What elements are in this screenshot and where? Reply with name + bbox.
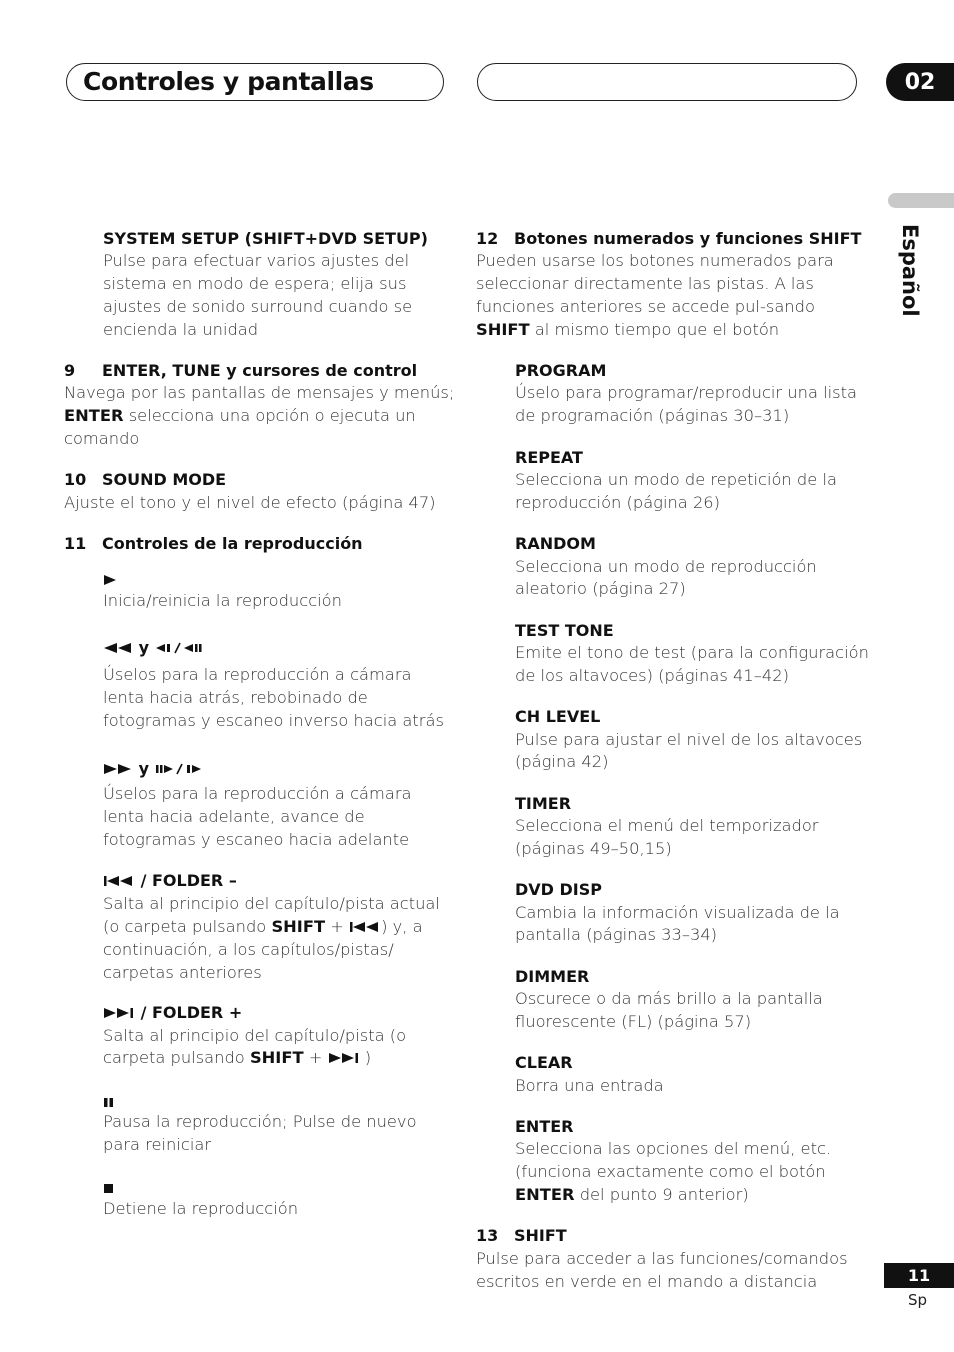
text-line: de programación (páginas 30–31) — [515, 406, 790, 425]
text-line: Salta al principio del capítulo/pista actual — [103, 894, 440, 913]
skip-next-icon — [328, 1052, 360, 1064]
rewind-symbols — [103, 638, 205, 657]
text-line: Pulse para acceder a las funciones/comandos — [476, 1249, 848, 1268]
heading-text: / FOLDER – — [140, 871, 237, 890]
heading-enter: ENTER — [515, 1117, 574, 1136]
heading-item-13 — [476, 1226, 567, 1245]
text-line: continuación, a los capítulos/pistas/ — [103, 940, 394, 959]
text-line: Selecciona las opciones del menú, etc. — [515, 1139, 832, 1158]
skip-previous-icon — [103, 875, 135, 887]
rewind-icon — [103, 642, 133, 654]
text-line: Selecciona un modo de reproducción — [515, 557, 817, 576]
language-label: Español — [898, 224, 922, 317]
heading-text: / FOLDER + — [140, 1003, 243, 1022]
item-number: 9 — [64, 361, 76, 380]
heading-text: Controles de la reproducción — [102, 534, 363, 553]
heading-test-tone: TEST TONE — [515, 621, 614, 640]
text-line: pantalla (páginas 33–34) — [515, 925, 718, 944]
text-segment: ) — [359, 1048, 372, 1067]
text-line: reproducción (página 26) — [515, 493, 721, 512]
text-line: Selecciona el menú del temporizador — [515, 816, 819, 835]
item-number: 11 — [64, 534, 87, 553]
text-line: Detiene la reproducción — [103, 1199, 299, 1218]
text-line: (funciona exactamente como el botón — [515, 1162, 826, 1181]
heading-text: SHIFT — [514, 1226, 567, 1245]
item-number: 12 — [476, 229, 499, 248]
heading-program: PROGRAM — [515, 361, 607, 380]
text-line — [64, 406, 416, 425]
text-line: Cambia la información visualizada de la — [515, 903, 840, 922]
text-line: fluorescente (FL) (página 57) — [515, 1012, 752, 1031]
text-segment: del punto 9 anterior) — [574, 1185, 749, 1204]
text-line — [515, 1185, 749, 1204]
text-line: Oscurece o da más brillo a la pantalla — [515, 989, 823, 1008]
slow-forward-step-icon — [155, 763, 211, 775]
bold-term: SHIFT — [271, 917, 326, 936]
heading-random: RANDOM — [515, 534, 596, 553]
bold-term: ENTER — [515, 1185, 575, 1204]
play-symbol — [103, 570, 117, 589]
heading-dvd-disp: DVD DISP — [515, 880, 602, 899]
text-segment: carpeta pulsando — [103, 1048, 250, 1067]
text-line: Pulse para efectuar varios ajustes del — [103, 251, 410, 270]
text-line: Navega por las pantallas de mensajes y menús; — [64, 383, 455, 402]
skip-previous-icon — [349, 921, 381, 933]
item-number: 10 — [64, 470, 87, 489]
heading-text: Botones numerados y funciones SHIFT — [514, 229, 862, 248]
stop-symbol — [103, 1178, 115, 1197]
bold-term: SHIFT — [476, 320, 530, 339]
heading-clear: CLEAR — [515, 1053, 573, 1072]
skip-next-icon — [103, 1007, 135, 1019]
empty-header-box — [477, 63, 857, 101]
bold-term: ENTER — [64, 406, 124, 425]
text-line: aleatorio (página 27) — [515, 579, 686, 598]
heading-item-9 — [64, 361, 417, 380]
heading-dimmer: DIMMER — [515, 967, 590, 986]
fast-forward-icon — [103, 763, 133, 775]
text-line — [103, 1048, 371, 1067]
heading-item-12 — [476, 229, 861, 248]
text-line: seleccionar directamente las pistas. A las — [476, 274, 814, 293]
text-line: para reiniciar — [103, 1135, 212, 1154]
language-tab-bar — [888, 193, 954, 208]
page-language-code: Sp — [908, 1291, 928, 1309]
text-line: Borra una entrada — [515, 1076, 664, 1095]
connector-text: y — [138, 759, 150, 778]
text-line: escritos en verde en el mando a distancia — [476, 1272, 818, 1291]
text-segment: ) y, a — [381, 917, 423, 936]
connector-text: y — [138, 638, 150, 657]
page-number: 11 — [884, 1263, 954, 1288]
play-icon — [103, 574, 117, 586]
text-line: fotogramas y escaneo hacia adelante — [103, 830, 410, 849]
heading-system-setup: SYSTEM SETUP (SHIFT+DVD SETUP) — [103, 229, 428, 248]
text-line: Ajuste el tono y el nivel de efecto (página 47) — [64, 493, 436, 512]
title-box — [66, 63, 444, 101]
text-line: Úselos para la reproducción a cámara — [103, 665, 412, 684]
text-line: Pausa la reproducción; Pulse de nuevo — [103, 1112, 417, 1131]
text-line — [103, 917, 423, 936]
heading-timer: TIMER — [515, 794, 572, 813]
heading-text: SOUND MODE — [102, 470, 227, 489]
text-line: lenta hacia adelante, avance de — [103, 807, 365, 826]
text-segment: + — [303, 1048, 328, 1067]
heading-ch-level: CH LEVEL — [515, 707, 601, 726]
text-line — [476, 320, 779, 339]
text-line: Emite el tono de test (para la configuración — [515, 643, 869, 662]
bold-term: SHIFT — [249, 1048, 304, 1067]
text-line: de los altavoces) (páginas 41–42) — [515, 666, 789, 685]
text-line: fotogramas y escaneo inverso hacia atrás — [103, 711, 444, 730]
text-line: Úselos para la reproducción a cámara — [103, 784, 412, 803]
text-segment: + — [325, 917, 350, 936]
heading-text: ENTER, TUNE y cursores de control — [102, 361, 418, 380]
pause-symbol — [103, 1092, 115, 1111]
stop-icon — [103, 1182, 115, 1194]
chapter-badge: 02 — [886, 63, 954, 101]
text-line: ajustes de sonido surround cuando se — [103, 297, 413, 316]
text-segment: selecciona una opción o ejecuta un — [123, 406, 416, 425]
text-line: (página 42) — [515, 752, 609, 771]
text-line: funciones anteriores se accede pul-sando — [476, 297, 815, 316]
pause-icon — [103, 1096, 115, 1108]
heading-repeat: REPEAT — [515, 448, 583, 467]
text-line: Pulse para ajustar el nivel de los altavoces — [515, 730, 863, 749]
forward-symbols — [103, 759, 211, 778]
text-line: sistema en modo de espera; elija sus — [103, 274, 407, 293]
text-segment: (o carpeta pulsando — [103, 917, 272, 936]
text-line: comando — [64, 429, 140, 448]
text-line: lenta hacia atrás, rebobinado de — [103, 688, 368, 707]
text-line: Pueden usarse los botones numerados para — [476, 251, 834, 270]
text-segment: al mismo tiempo que el botón — [529, 320, 780, 339]
text-line: carpetas anteriores — [103, 963, 262, 982]
text-line: (páginas 49–50,15) — [515, 839, 672, 858]
heading-item-11 — [64, 534, 363, 553]
text-line: Inicia/reinicia la reproducción — [103, 591, 342, 610]
text-line: Salta al principio del capítulo/pista (o — [103, 1026, 407, 1045]
page-title: Controles y pantallas — [83, 67, 374, 96]
text-line: Úselo para programar/reproducir una lista — [515, 383, 857, 402]
heading-item-10 — [64, 470, 226, 489]
text-line: Selecciona un modo de repetición de la — [515, 470, 837, 489]
text-line: encienda la unidad — [103, 320, 259, 339]
item-number: 13 — [476, 1226, 499, 1245]
next-folder-heading — [103, 1003, 242, 1022]
previous-folder-heading — [103, 871, 237, 890]
slow-reverse-step-icon — [155, 642, 205, 654]
